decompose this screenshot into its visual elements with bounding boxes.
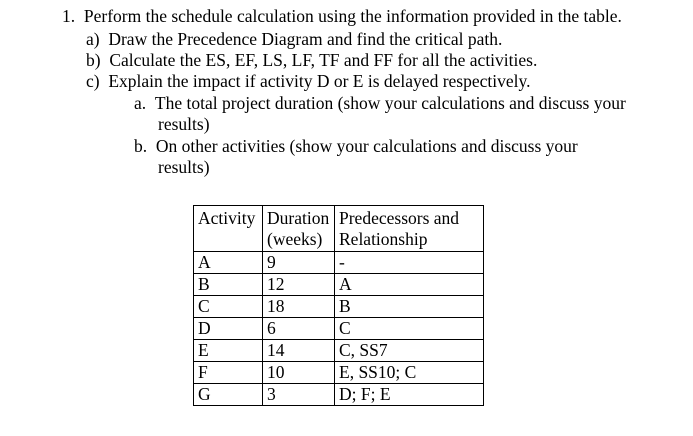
header-predecessors: Predecessors and Relationship [335, 206, 484, 252]
table-row [194, 384, 484, 406]
table-header-row [194, 206, 484, 252]
header-activity: Activity [194, 206, 263, 252]
cell-predecessors: E, SS10; C [335, 362, 484, 384]
question-1-text: 1. Perform the schedule calculation using the information provided in the table. [62, 6, 622, 26]
question-c-text: c) Explain the impact if activity D or E is delayed respectively. [86, 71, 531, 91]
cell-duration: 12 [263, 274, 335, 296]
cell-activity: E [194, 340, 263, 362]
subquestion-a-continuation: results) [158, 114, 210, 134]
cell-activity: G [194, 384, 263, 406]
cell-predecessors: A [335, 274, 484, 296]
subquestion-b-text: b. On other activities (show your calculations and discuss your [134, 136, 578, 156]
table-row [194, 296, 484, 318]
cell-predecessors: B [335, 296, 484, 318]
subquestion-b-continuation: results) [158, 157, 210, 177]
cell-duration: 18 [263, 296, 335, 318]
cell-predecessors: - [335, 252, 484, 274]
cell-activity: F [194, 362, 263, 384]
subquestion-a-text: a. The total project duration (show your calculations and discuss your [134, 93, 626, 113]
cell-duration: 9 [263, 252, 335, 274]
activity-table [193, 205, 484, 406]
table-row [194, 362, 484, 384]
cell-duration: 10 [263, 362, 335, 384]
cell-predecessors: D; F; E [335, 384, 484, 406]
header-duration: Duration (weeks) [263, 206, 335, 252]
cell-duration: 6 [263, 318, 335, 340]
cell-predecessors: C [335, 318, 484, 340]
question-a-text: a) Draw the Precedence Diagram and find the critical path. [86, 29, 503, 49]
table-row [194, 340, 484, 362]
cell-duration: 3 [263, 384, 335, 406]
table-row [194, 318, 484, 340]
question-b-text: b) Calculate the ES, EF, LS, LF, TF and FF for all the activities. [86, 50, 538, 70]
table-row [194, 252, 484, 274]
cell-activity: C [194, 296, 263, 318]
cell-activity: A [194, 252, 263, 274]
cell-activity: D [194, 318, 263, 340]
cell-activity: B [194, 274, 263, 296]
cell-duration: 14 [263, 340, 335, 362]
cell-predecessors: C, SS7 [335, 340, 484, 362]
table-row [194, 274, 484, 296]
